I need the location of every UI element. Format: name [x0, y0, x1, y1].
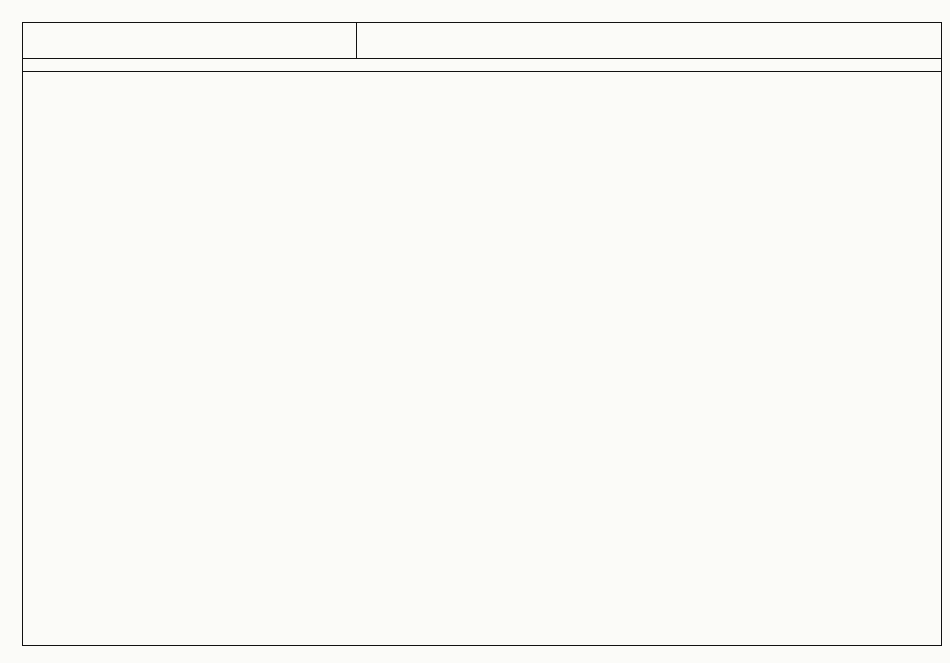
- main-header: [22, 22, 942, 59]
- divider: [22, 71, 942, 72]
- table-frame: [22, 22, 942, 646]
- section-title: [22, 313, 942, 325]
- speeds-title: [22, 22, 357, 58]
- gradeability-title: [356, 22, 942, 58]
